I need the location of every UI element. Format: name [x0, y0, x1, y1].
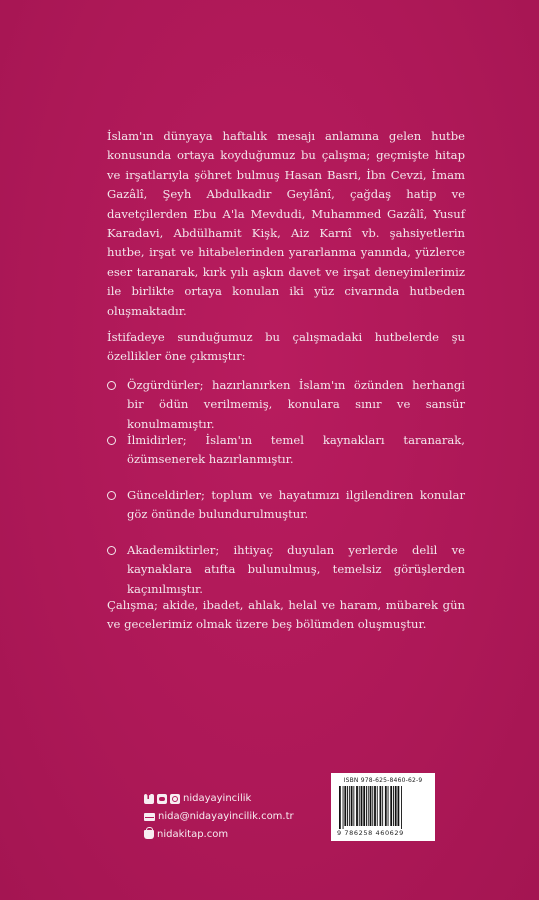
twitter-icon: [157, 794, 167, 804]
barcode-bar: [347, 786, 348, 826]
bullet-circle-icon: [107, 436, 116, 445]
barcode-bar: [374, 786, 376, 826]
barcode-bar: [395, 786, 397, 826]
barcode-bar: [377, 786, 378, 826]
email-row: [144, 808, 294, 825]
feature-bullet: [107, 376, 465, 434]
barcode-bar: [401, 786, 402, 829]
social-handle: nidayayincilik: [183, 793, 252, 804]
feature-text: İlmidirler; İslam'ın temel kaynakları taranarak, özümsenerek hazırlanmıştır.: [127, 433, 465, 467]
feature-text: Günceldirler; toplum ve hayatımızı ilgilendiren konular göz önünde bulundurulmuştur.: [127, 488, 465, 522]
barcode-bar: [372, 786, 373, 826]
isbn-label: ISBN 978-625-8460-62-9: [343, 777, 423, 784]
barcode-bar: [339, 786, 341, 829]
email-address: nida@nidayayincilik.com.tr: [158, 811, 294, 822]
barcode-bar: [361, 786, 363, 826]
feature-bullet: [107, 486, 465, 525]
barcode-bar: [344, 786, 346, 826]
barcode-bar: [363, 786, 365, 826]
barcode-bar: [366, 786, 367, 826]
barcode-bar: [351, 786, 353, 826]
social-row: [144, 790, 294, 807]
barcode-bar: [353, 786, 354, 826]
features-intro-paragraph: İstifadeye sunduğumuz bu çalışmadaki hutbelerde şu özellikler öne çıkmıştır:: [107, 330, 465, 364]
barcode-bar: [385, 786, 387, 826]
barcode-bar: [343, 786, 344, 829]
barcode-bar: [388, 786, 389, 826]
barcode-bar: [380, 786, 382, 826]
isbn-barcode: [331, 773, 435, 841]
barcode-bar: [370, 786, 372, 826]
barcode-bar: [393, 786, 394, 826]
shop-row: [144, 826, 294, 843]
facebook-icon: [144, 794, 154, 804]
barcode-bar: [368, 786, 369, 826]
barcode-digits: 9 786258 460629: [337, 829, 404, 837]
instagram-icon: [170, 794, 180, 804]
bullet-circle-icon: [107, 381, 116, 390]
barcode-bar: [356, 786, 358, 826]
barcode-bar: [359, 786, 360, 826]
feature-bullet: [107, 541, 465, 599]
cart-icon: [144, 830, 154, 839]
barcode-bar: [349, 786, 350, 826]
publisher-contacts: [144, 790, 294, 844]
barcode-bars: [339, 786, 427, 829]
feature-bullet: [107, 431, 465, 470]
mail-icon: [144, 813, 155, 821]
shop-url: nidakitap.com: [157, 829, 229, 840]
closing-paragraph: Çalışma; akide, ibadet, ahlak, helal ve haram, mübarek gün ve gecelerimiz olmak üzere beş bölümden oluşmuştur.: [107, 598, 465, 632]
barcode-bar: [398, 786, 400, 826]
feature-text: Özgürdürler; hazırlanırken İslam'ın özünden herhangi bir ödün verilmemiş, konulara sınır ve sansür konulmamıştır.: [127, 378, 465, 431]
barcode-bar: [382, 786, 383, 826]
barcode-bar: [390, 786, 392, 826]
bullet-circle-icon: [107, 546, 116, 555]
bullet-circle-icon: [107, 491, 116, 500]
feature-text: Akademiktirler; ihtiyaç duyulan yerlerde delil ve kaynaklara atıfta bulunulmuş, temelsiz görüşlerden kaçınılmıştır.: [127, 543, 465, 596]
intro-paragraph: İslam'ın dünyaya haftalık mesajı anlamına gelen hutbe konusunda ortaya koyduğumuz bu çalışma; geçmişte hitap ve irşatlarıyla şöhret bulmuş Hasan Basri, İbn Cevzi, İmam Gazâlî, Şeyh Abdulkadir Geylânî, çağdaş hatip ve davetçilerden Ebu A'la Mevdudi, Muhammed Gazâlî, Yusuf Karadavi, Abdülhamit Kişk, Aiz Karnî vb. şahsiyetlerin hutbe, irşat ve hitabelerinden yararlanma yanında, yüzlerce eser taranarak, kırk yılı aşkın davet ve irşat deneyimlerimiz ile birlikte ortaya konulan iki yüz civarında hutbeden oluşmaktadır.: [107, 129, 465, 318]
